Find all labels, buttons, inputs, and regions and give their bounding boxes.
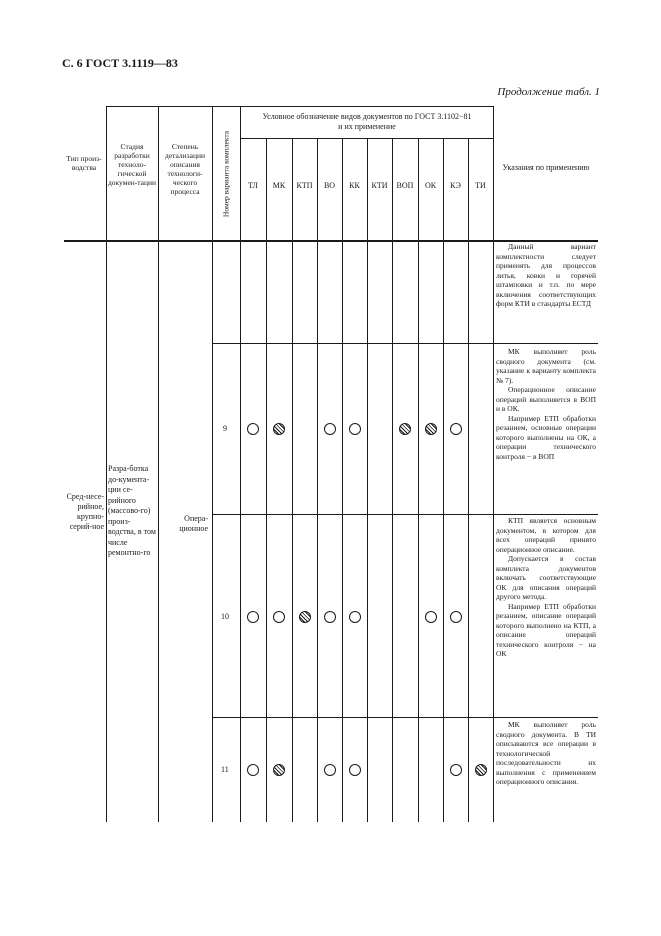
development-stage-value: Разра-ботка до-кумента-ции се-рийного (массово-го) произ-водства, в том числе ремонтно-го xyxy=(108,464,156,557)
header-code-9: КЭ xyxy=(450,181,461,190)
usage-note xyxy=(496,347,596,461)
open-circle-mark xyxy=(247,423,259,435)
hatched-circle-mark xyxy=(399,423,411,435)
row-divider xyxy=(212,717,598,718)
header-code-6: КТИ xyxy=(371,181,388,190)
usage-note-paragraph: МК выполняет роль сводного документа. В ТИ описываются все операции в технологической последовательности их выполнения с применением операционного описания. xyxy=(496,720,596,786)
header-code-4: ВО xyxy=(323,181,336,190)
usage-note xyxy=(496,720,596,787)
row-divider xyxy=(212,343,598,344)
code-column-divider xyxy=(266,138,267,822)
header-detail-degree: Степень детализации описания технологи-ческого процесса xyxy=(165,142,205,196)
open-circle-mark xyxy=(450,611,462,623)
header-development-stage: Стадия разработки техноло-гической докумен-тации xyxy=(107,142,157,187)
open-circle-mark xyxy=(247,764,259,776)
usage-note-paragraph: Операционное описание операций выполняется в ВОП и в ОК. xyxy=(496,385,596,413)
header-code-10: ТИ xyxy=(475,181,486,190)
usage-note-paragraph: Например ЕТП обработки резанием, описание операций которого выполнено на КТП, а описание операций технического контроля − на ОК xyxy=(496,601,596,658)
row-divider xyxy=(212,514,598,515)
column-divider xyxy=(158,106,159,822)
open-circle-mark xyxy=(349,764,361,776)
header-code-3: КТП xyxy=(296,181,313,190)
hatched-circle-mark xyxy=(475,764,487,776)
usage-note xyxy=(496,516,596,659)
usage-note-paragraph: МК выполняет роль сводного документа (см. указание к варианту комплекта № 7). xyxy=(496,347,596,385)
production-type-value: Сред-несе-рийное, крупно-серий-ное xyxy=(66,492,104,531)
column-divider xyxy=(212,106,213,822)
detail-degree-value: Опера-ционное xyxy=(179,514,208,533)
open-circle-mark xyxy=(324,611,336,623)
open-circle-mark xyxy=(324,423,336,435)
table-continuation-label: Продолжение табл. 1 xyxy=(497,86,600,98)
usage-note-paragraph: КТП является основным документом, в котором для всех операций принято операционное описание. xyxy=(496,516,596,554)
open-circle-mark xyxy=(324,764,336,776)
header-code-2: МК xyxy=(272,181,286,190)
code-column-divider xyxy=(317,138,318,822)
open-circle-mark xyxy=(450,423,462,435)
usage-note-paragraph: Например ЕТП обработки резанием, основные операции которого выполнены на ОК, а операции технического контроля − в ВОП xyxy=(496,413,596,461)
code-column-divider xyxy=(292,138,293,822)
open-circle-mark xyxy=(425,611,437,623)
open-circle-mark xyxy=(450,764,462,776)
hatched-circle-mark xyxy=(299,611,311,623)
column-divider xyxy=(493,106,494,822)
column-divider xyxy=(106,106,107,822)
header-code-7: ВОП xyxy=(396,181,414,190)
open-circle-mark xyxy=(273,611,285,623)
code-column-divider xyxy=(418,138,419,822)
open-circle-mark xyxy=(247,611,259,623)
code-column-divider xyxy=(392,138,393,822)
hatched-circle-mark xyxy=(273,764,285,776)
variant-number: 10 xyxy=(221,612,229,621)
header-code-1: ТЛ xyxy=(248,181,258,190)
variant-number: 11 xyxy=(221,765,229,774)
header-variant-number xyxy=(213,108,239,240)
code-column-divider xyxy=(468,138,469,822)
column-divider xyxy=(240,106,241,822)
usage-note-paragraph: Данный вариант комплектности следует применять для процессов литья, ковки и горячей штамповки и т.п. по мере включения соответствующих форм КТИ в стандарты ЕСТД xyxy=(496,242,596,308)
hatched-circle-mark xyxy=(425,423,437,435)
open-circle-mark xyxy=(349,611,361,623)
header-doc-types-group: Условное обозначение видов документов по ГОСТ 3.1102−81 и их применение xyxy=(262,112,472,131)
usage-note xyxy=(496,242,596,309)
header-code-8: ОК xyxy=(424,181,437,190)
header-usage-notes: Указания по применению xyxy=(502,163,590,172)
variant-number: 9 xyxy=(223,424,227,433)
page-header: С. 6 ГОСТ 3.1119—83 xyxy=(62,56,178,70)
code-column-divider xyxy=(342,138,343,822)
code-column-divider xyxy=(367,138,368,822)
header-code-5: КК xyxy=(349,181,360,190)
code-column-divider xyxy=(443,138,444,822)
header-variant-number-text: Номер варианта комплекта xyxy=(221,130,231,218)
header-production-type: Тип произ-водства xyxy=(66,154,102,172)
hatched-circle-mark xyxy=(273,423,285,435)
table-top-line xyxy=(106,106,493,107)
usage-note-paragraph: Допускается в состав комплекта документов включать соответствующие ОК для описания операций другого метода. xyxy=(496,554,596,601)
open-circle-mark xyxy=(349,423,361,435)
